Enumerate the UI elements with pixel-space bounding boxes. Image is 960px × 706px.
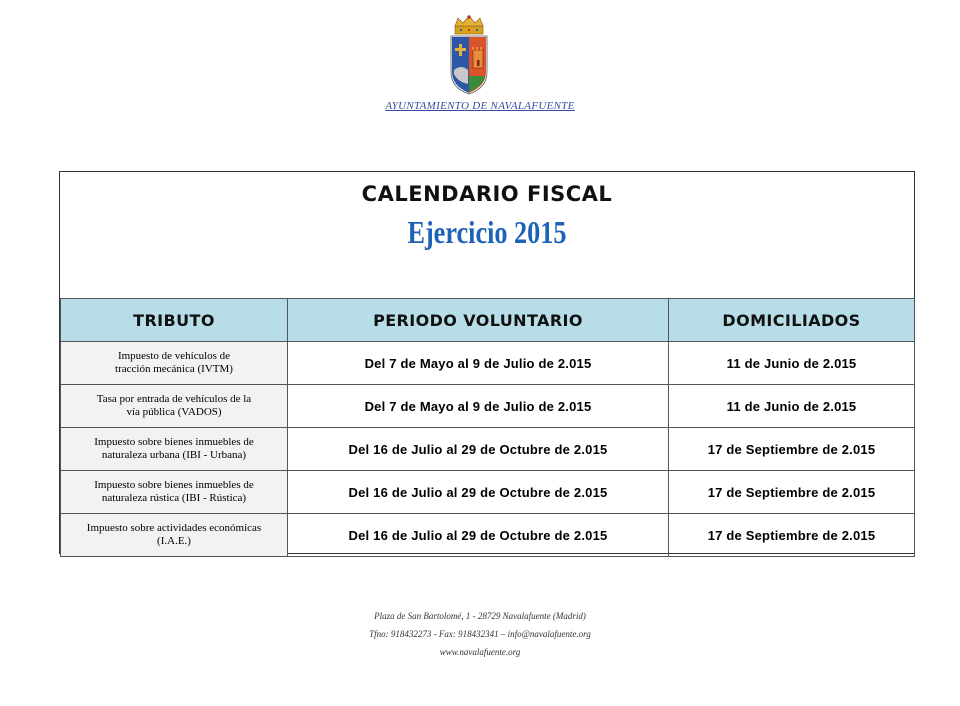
coat-of-arms-logo: [446, 14, 492, 98]
periodo-cell: Del 16 de Julio al 29 de Octubre de 2.015: [288, 471, 669, 514]
tributo-line: naturaleza rústica (IBI - Rústica): [101, 492, 247, 504]
tributo-line: Tasa por entrada de vehículos de la: [96, 393, 252, 405]
tributo-cell: [61, 514, 288, 557]
tributo-line: tracción mecánica (IVTM): [115, 363, 233, 375]
table-row: [61, 514, 915, 557]
table-row: [61, 471, 915, 514]
domiciliados-cell: 11 de Junio de 2.015: [669, 342, 915, 385]
periodo-cell: Del 7 de Mayo al 9 de Julio de 2.015: [288, 385, 669, 428]
tributo-line: Impuesto sobre bienes inmuebles de: [94, 479, 254, 491]
page-title: CALENDARIO FISCAL: [361, 182, 613, 206]
column-header-tributo: TRIBUTO: [61, 299, 288, 342]
periodo-cell: Del 16 de Julio al 29 de Octubre de 2.015: [288, 428, 669, 471]
domiciliados-cell: 17 de Septiembre de 2.015: [669, 514, 915, 557]
tributo-line: Impuesto de vehículos de: [117, 350, 231, 362]
title-block: [60, 172, 914, 298]
tributo-cell: [61, 428, 288, 471]
periodo-cell: Del 16 de Julio al 29 de Octubre de 2.015: [288, 514, 669, 557]
table-row: [61, 342, 915, 385]
tributo-cell: [61, 385, 288, 428]
domiciliados-cell: 17 de Septiembre de 2.015: [669, 471, 915, 514]
table-row: [61, 385, 915, 428]
tributo-cell: [61, 342, 288, 385]
tributo-line: Impuesto sobre actividades económicas: [86, 522, 262, 534]
footer-website: www.navalafuente.org: [439, 647, 521, 657]
tributo-cell: [61, 471, 288, 514]
fiscal-calendar-sheet: [59, 171, 915, 554]
footer-contact: Tfno: 918432273 - Fax: 918432341 – info@navalafuente.org: [369, 629, 591, 639]
tributo-line: Impuesto sobre bienes inmuebles de: [94, 436, 254, 448]
tributo-line: vía pública (VADOS): [126, 406, 222, 418]
domiciliados-cell: 17 de Septiembre de 2.015: [669, 428, 915, 471]
tributo-line: naturaleza urbana (IBI - Urbana): [101, 449, 247, 461]
tax-calendar-table: [60, 298, 915, 557]
municipality-name: AYUNTAMIENTO DE NAVALAFUENTE: [385, 100, 575, 112]
table-row: [61, 428, 915, 471]
domiciliados-cell: 11 de Junio de 2.015: [669, 385, 915, 428]
column-header-periodo: PERIODO VOLUNTARIO: [288, 299, 669, 342]
column-header-domiciliados: DOMICILIADOS: [669, 299, 915, 342]
tributo-line: (I.A.E.): [157, 535, 191, 547]
footer-address: Plaza de San Bartolomé, 1 - 28729 Navalafuente (Madrid): [374, 611, 586, 621]
periodo-cell: Del 7 de Mayo al 9 de Julio de 2.015: [288, 342, 669, 385]
table-header-row: [61, 299, 915, 342]
page-subtitle: Ejercicio 2015: [407, 214, 567, 250]
